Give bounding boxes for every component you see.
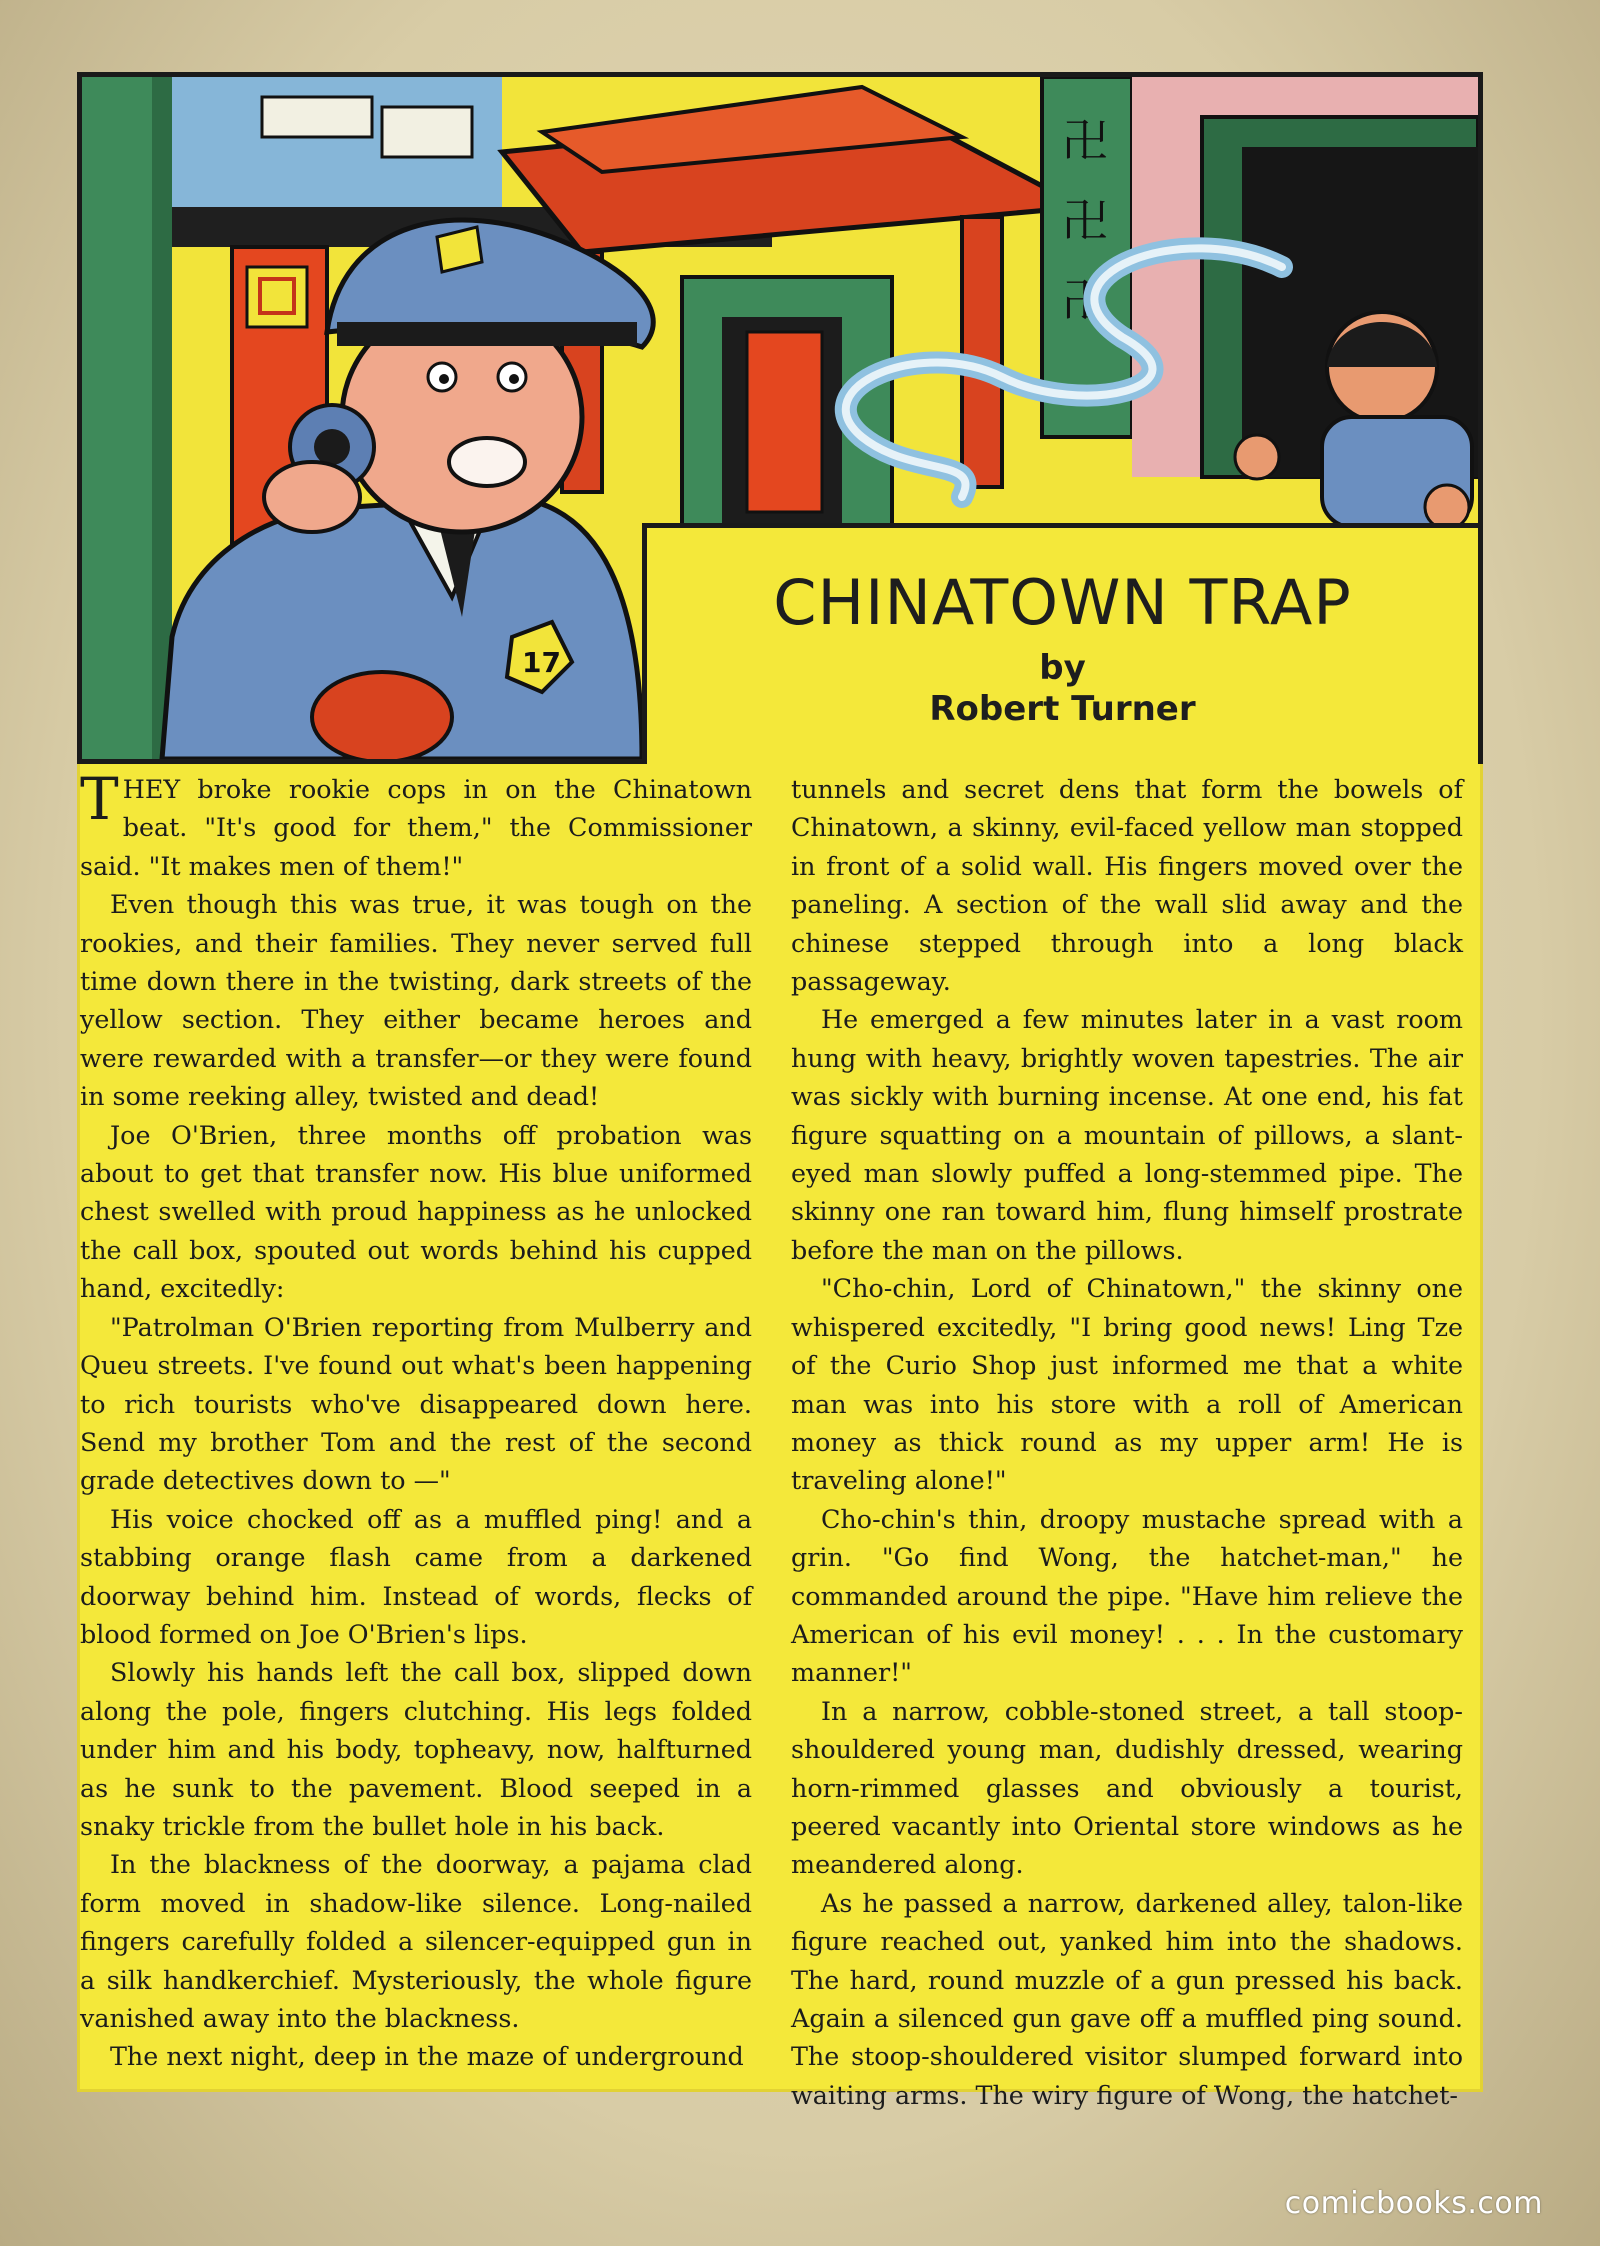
story-title: CHINATOWN TRAP [773, 566, 1352, 639]
paragraph: THEY broke rookie cops in on the Chinatown beat. "It's good for them," the Commissioner said. "It makes men of them!" [80, 765, 752, 881]
paragraph: The next night, deep in the maze of underground [110, 2041, 744, 2072]
svg-text:卍: 卍 [1062, 274, 1108, 328]
right-text-column [791, 770, 1463, 2114]
paragraph: "Patrolman O'Brien reporting from Mulberry and Queu streets. I've found out what's been happening to rich tourists who've disappeared down here. Send my brother Tom and the rest of the second grade detectives down to —" [80, 1311, 752, 1496]
byline-by: by [1039, 648, 1086, 688]
title-box [642, 523, 1478, 764]
paragraph: Slowly his hands left the call box, slipped down along the pole, fingers clutching. His legs folded under him and his body, topheavy, now, halfturned as he sunk to the pavement. Blood seeped in a snaky trickle from the bullet hole in his back. [80, 1657, 752, 1841]
paragraph: Even though this was true, it was tough on the rookies, and their families. They never served full time down there in the twisting, dark streets of the yellow section. They either became heroes and were rewarded with a transfer—or they were found in some reeking alley, twisted and dead! [80, 889, 752, 1112]
paragraph: As he passed a narrow, darkened alley, talon-like figure reached out, yanked him into the shadows. The hard, round muzzle of a gun pressed his back. Again a silenced gun gave off a muffled ping sound. The stoop-shouldered visitor slumped forward into waiting arms. The wiry figure of Wong, the hatchet- [791, 1887, 1463, 2110]
site-watermark: comicbooks.com [1284, 2186, 1543, 2221]
paragraph: He emerged a few minutes later in a vast room hung with heavy, brightly woven tapestries. The air was sickly with burning incense. At one end, his fat figure squatting on a mountain of pillows, a slant-eyed man slowly puffed a long-stemmed pipe. The skinny one ran toward him, flung himself prostrate before the man on the pillows. [791, 1004, 1463, 1265]
paragraph: tunnels and secret dens that form the bowels of Chinatown, a skinny, evil-faced yellow man stopped in front of a solid wall. His fingers moved over the paneling. A section of the wall slid away and the chinese stepped through into a long black passageway. [791, 774, 1463, 997]
paragraph: His voice chocked off as a muffled ping! and a stabbing orange flash came from a darkened doorway behind him. Instead of words, flecks of blood formed on Joe O'Brien's lips. [80, 1503, 752, 1649]
svg-text:17: 17 [522, 646, 561, 679]
paragraph: In the blackness of the doorway, a pajama clad form moved in shadow-like silence. Long-nailed fingers carefully folded a silencer-equipped gun in a silk handkerchief. Mysteriously, the whole figure vanished away into the blackness. [80, 1849, 752, 2033]
paragraph: In a narrow, cobble-stoned street, a tall stoop-shouldered young man, dudishly dressed, wearing horn-rimmed glasses and obviously a tourist, peered vacantly into Oriental store windows as he meandered along. [791, 1695, 1463, 1880]
left-text-column [80, 765, 752, 2076]
paragraph: "Cho-chin, Lord of Chinatown," the skinny one whispered excitedly, "I bring good news! Ling Tze of the Curio Shop just informed me that a white man was into his store with a roll of American money as thick round as my upper arm! He is traveling alone!" [791, 1273, 1463, 1496]
svg-text:卍: 卍 [1062, 194, 1108, 248]
drop-cap: T [80, 765, 119, 833]
story-author: Robert Turner [929, 689, 1196, 729]
svg-text:卍: 卍 [1062, 114, 1108, 168]
paragraph: Joe O'Brien, three months off probation was about to get that transfer now. His blue uniformed chest swelled with proud happiness as he unlocked the call box, spouted out words behind his cupped hand, excitedly: [80, 1119, 752, 1304]
paragraph: Cho-chin's thin, droopy mustache spread with a grin. "Go find Wong, the hatchet-man," he commanded around the pipe. "Have him relieve the American of his evil money! . . . In the customary manner!" [791, 1503, 1463, 1688]
